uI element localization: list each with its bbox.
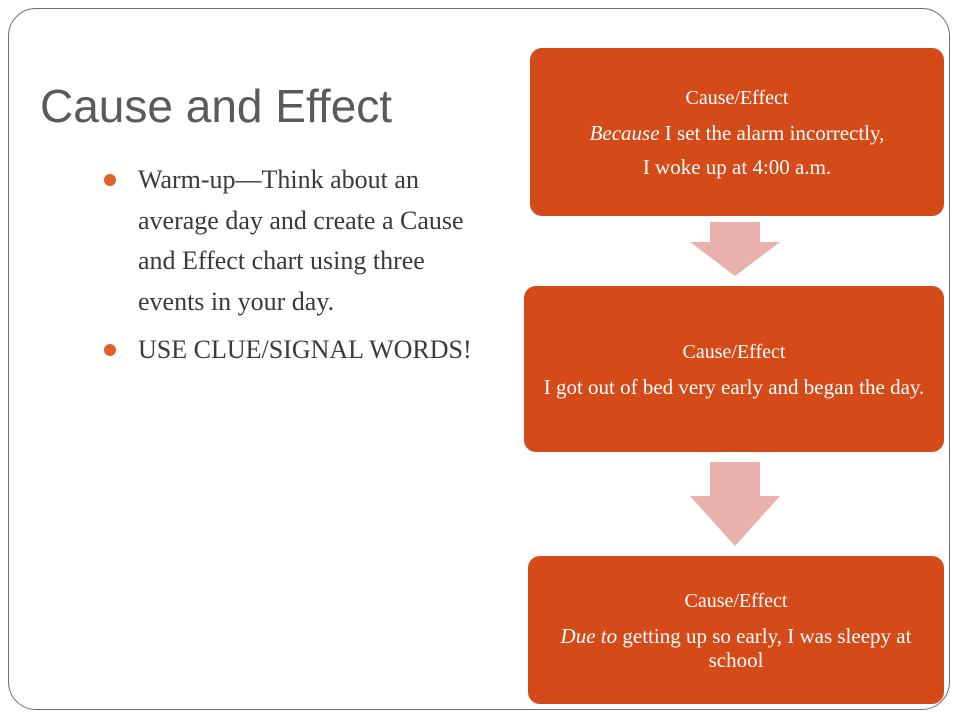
bullet-text: Warm-up—Think about an average day and create a Cause and Effect chart using three events in your day. (138, 165, 464, 316)
flow-box-1 (530, 48, 944, 216)
bullet-dot-icon (104, 344, 116, 356)
bullet-text: USE CLUE/SIGNAL WORDS! (138, 335, 472, 364)
down-arrow-shape (690, 222, 780, 276)
flow-box-line (546, 624, 926, 672)
bullet-dot-icon (104, 174, 116, 186)
down-arrow-icon (690, 462, 780, 546)
flow-box-line-text: I got out of bed very early and began the day. (543, 375, 925, 399)
flow-box-line-text: getting up so early, I was sleepy at school (617, 624, 912, 672)
bullet-item-warm-up (104, 160, 484, 322)
signal-word: Due to (560, 624, 618, 648)
signal-word: Because (589, 121, 660, 145)
flow-box-line (590, 121, 885, 145)
down-arrow-shape (690, 462, 780, 546)
flow-box-line-text: I set the alarm incorrectly, (659, 121, 885, 145)
flow-box-heading: Cause/Effect (682, 341, 786, 363)
flow-box-3 (528, 556, 944, 704)
bullet-list (104, 160, 484, 379)
flow-box-line-text: I woke up at 4:00 a.m. (642, 155, 832, 179)
flow-box-heading: Cause/Effect (684, 590, 788, 612)
bullet-item-signal-words (104, 330, 484, 371)
flow-box-line (544, 375, 925, 399)
flow-box-2 (524, 286, 944, 452)
down-arrow-icon (690, 222, 780, 276)
flow-box-line (643, 155, 831, 179)
slide-title: Cause and Effect (40, 80, 393, 132)
flow-box-heading: Cause/Effect (685, 87, 789, 109)
